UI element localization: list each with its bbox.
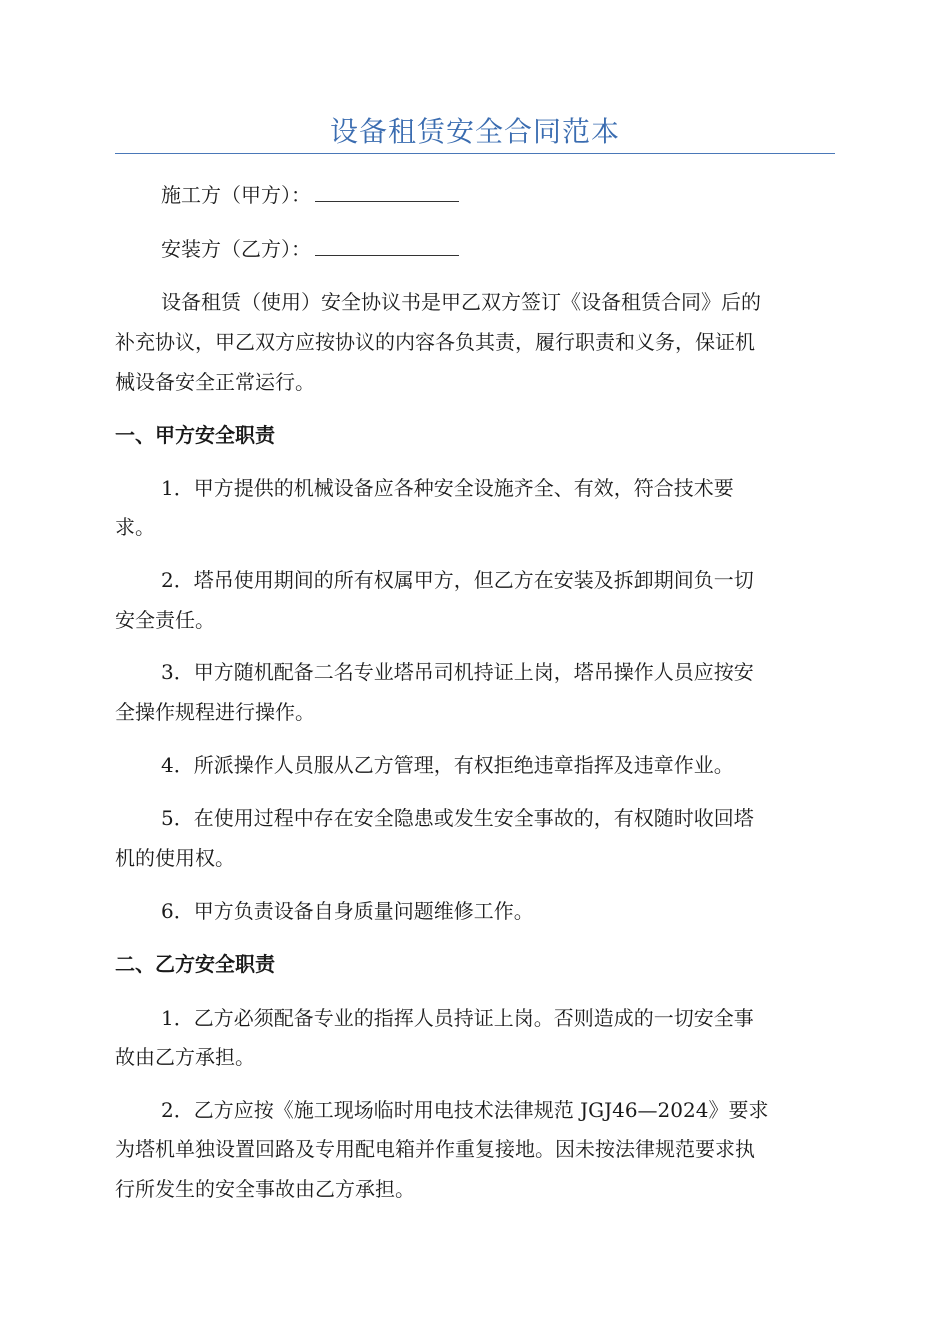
s1-item1-line2: 求。 xyxy=(115,515,155,539)
s2-item1-line1: 1．乙方必须配备专业的指挥人员持证上岗。否则造成的一切安全事 xyxy=(161,1006,754,1030)
s1-item5-line2: 机的使用权。 xyxy=(115,846,235,870)
s2-item2-line3: 行所发生的安全事故由乙方承担。 xyxy=(115,1177,415,1201)
section2-heading: 二、乙方安全职责 xyxy=(115,952,275,976)
s1-item2-line1: 2．塔吊使用期间的所有权属甲方，但乙方在安装及拆卸期间负一切 xyxy=(161,568,754,592)
s1-item1-line1: 1．甲方提供的机械设备应各种安全设施齐全、有效，符合技术要 xyxy=(161,476,734,500)
s2-item2-line1: 2．乙方应按《施工现场临时用电技术法律规范 JGJ46—2024》要求 xyxy=(161,1098,769,1122)
party-b-blank xyxy=(315,239,459,256)
party-a-label: 施工方（甲方）： xyxy=(161,183,311,207)
s1-item2-line2: 安全责任。 xyxy=(115,608,215,632)
intro-line-1: 设备租赁（使用）安全协议书是甲乙双方签订《设备租赁合同》后的 xyxy=(161,290,761,314)
s1-item3-line2: 全操作规程进行操作。 xyxy=(115,700,315,724)
intro-line-2: 补充协议，甲乙双方应按协议的内容各负其责，履行职责和义务，保证机 xyxy=(115,330,755,354)
s2-item1-line2: 故由乙方承担。 xyxy=(115,1045,255,1069)
s1-item3-line1: 3．甲方随机配备二名专业塔吊司机持证上岗，塔吊操作人员应按安 xyxy=(161,660,754,684)
s1-item5-line1: 5．在使用过程中存在安全隐患或发生安全事故的，有权随时收回塔 xyxy=(161,806,754,830)
section1-heading: 一、甲方安全职责 xyxy=(115,423,275,447)
party-a-line xyxy=(115,175,881,215)
title-underline xyxy=(115,153,835,154)
intro-line-3: 械设备安全正常运行。 xyxy=(115,370,315,394)
party-b-label: 安装方（乙方）： xyxy=(161,237,311,261)
s1-item6-line1: 6．甲方负责设备自身质量问题维修工作。 xyxy=(161,899,534,923)
party-a-blank xyxy=(315,185,459,202)
document-title: 设备租赁安全合同范本 xyxy=(329,115,620,148)
party-b-line xyxy=(115,229,881,269)
s2-item2-line2: 为塔机单独设置回路及专用配电箱并作重复接地。因未按法律规范要求执 xyxy=(115,1137,755,1161)
s1-item4-line1: 4．所派操作人员服从乙方管理，有权拒绝违章指挥及违章作业。 xyxy=(161,753,734,777)
